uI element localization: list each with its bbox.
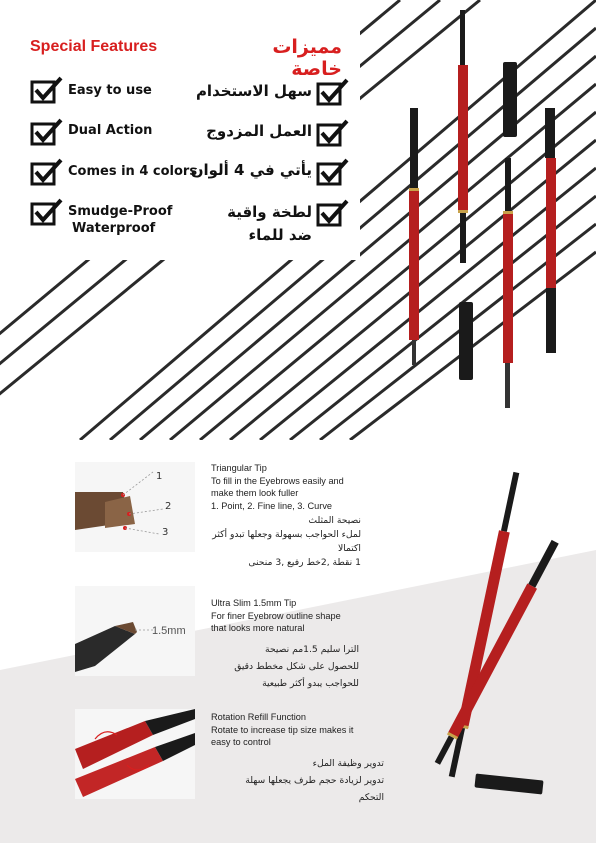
section-title: Triangular Tip (211, 463, 267, 473)
feature-four-colors: Comes in 4 colors (68, 164, 198, 179)
section-body-line: easy to control (211, 737, 271, 747)
section-ar-line: تدوير وظيفة الملء (312, 758, 384, 769)
feature-smudge-proof: Smudge-Proof (68, 204, 173, 219)
section-ar-line: التحكم (358, 792, 384, 803)
feature-easy-to-use: Easy to use (68, 83, 152, 98)
triangular-tip-image (75, 462, 195, 552)
section-body-line: To fill in the Eyebrows easily and (211, 475, 344, 486)
features-title-ar: مميزات خاصة (272, 36, 342, 80)
callout-3: 3 (162, 527, 169, 538)
check-box-icon (30, 118, 64, 148)
callout-1-5mm: 1.5mm (152, 625, 186, 637)
check-box-icon (316, 199, 350, 229)
features-title-en: Special Features (30, 38, 158, 55)
section-body-line: that looks more natural (211, 623, 305, 633)
section-body-line: Rotate to increase tip size makes it (211, 724, 354, 735)
check-box-icon (30, 198, 64, 228)
feature-dual-action-ar: العمل المزدوج (206, 122, 312, 140)
feature-dual-action: Dual Action (68, 123, 153, 138)
section-triangular-tip (211, 462, 371, 512)
callout-2: 2 (165, 501, 172, 512)
section-ar-line: للحصول على شكل مخطط دقيق (234, 661, 359, 672)
feature-smudge-proof-ar: لطخة واقية (227, 203, 312, 221)
section-body-line: 1. Point, 2. Fine line, 3. Curve (211, 500, 333, 511)
feature-easy-to-use-ar: سهل الاستخدام (195, 82, 312, 100)
section-ar-line: الترا سليم 1.5مم نصيحة (265, 644, 359, 655)
section-slim-tip-ar (199, 641, 359, 692)
eyebrow-pencil-image (395, 0, 596, 440)
check-box-icon (30, 76, 64, 106)
section-title: Rotation Refill Function (211, 712, 306, 722)
section-ar-line: 1 نقطة ,2خط رفيع ,3 منحنى (248, 557, 361, 568)
check-box-icon (316, 119, 350, 149)
section-body-line: For finer Eyebrow outline shape (211, 610, 341, 621)
eyebrow-pencil-image (380, 455, 596, 805)
section-ar-line: لملء الحواجب بسهولة وجعلها تبدو أكثر (212, 529, 361, 540)
section-ar-line: للحواجب يبدو أكثر طبيعية (262, 678, 359, 689)
section-title: Ultra Slim 1.5mm Tip (211, 598, 297, 608)
feature-waterproof-ar: ضد للماء (248, 226, 312, 244)
section-slim-tip (211, 597, 371, 635)
section-rotation-refill (211, 711, 371, 749)
check-box-icon (30, 158, 64, 188)
check-box-icon (316, 158, 350, 188)
feature-four-colors-ar: يأتي في 4 ألوان (190, 161, 312, 179)
section-ar-line: تدوير لزيادة حجم طرف يجعلها سهلة (245, 775, 384, 786)
rotation-refill-image (75, 709, 195, 799)
section-ar-line: اكتمالا (337, 543, 361, 554)
callout-1: 1 (156, 471, 163, 482)
check-box-icon (316, 78, 350, 108)
section-body-line: make them look fuller (211, 488, 299, 498)
feature-waterproof: Waterproof (72, 221, 156, 236)
section-ar-line: نصيحة المثلث (308, 515, 361, 526)
section-rotation-refill-ar (218, 755, 384, 806)
section-triangular-tip-ar (205, 514, 361, 570)
